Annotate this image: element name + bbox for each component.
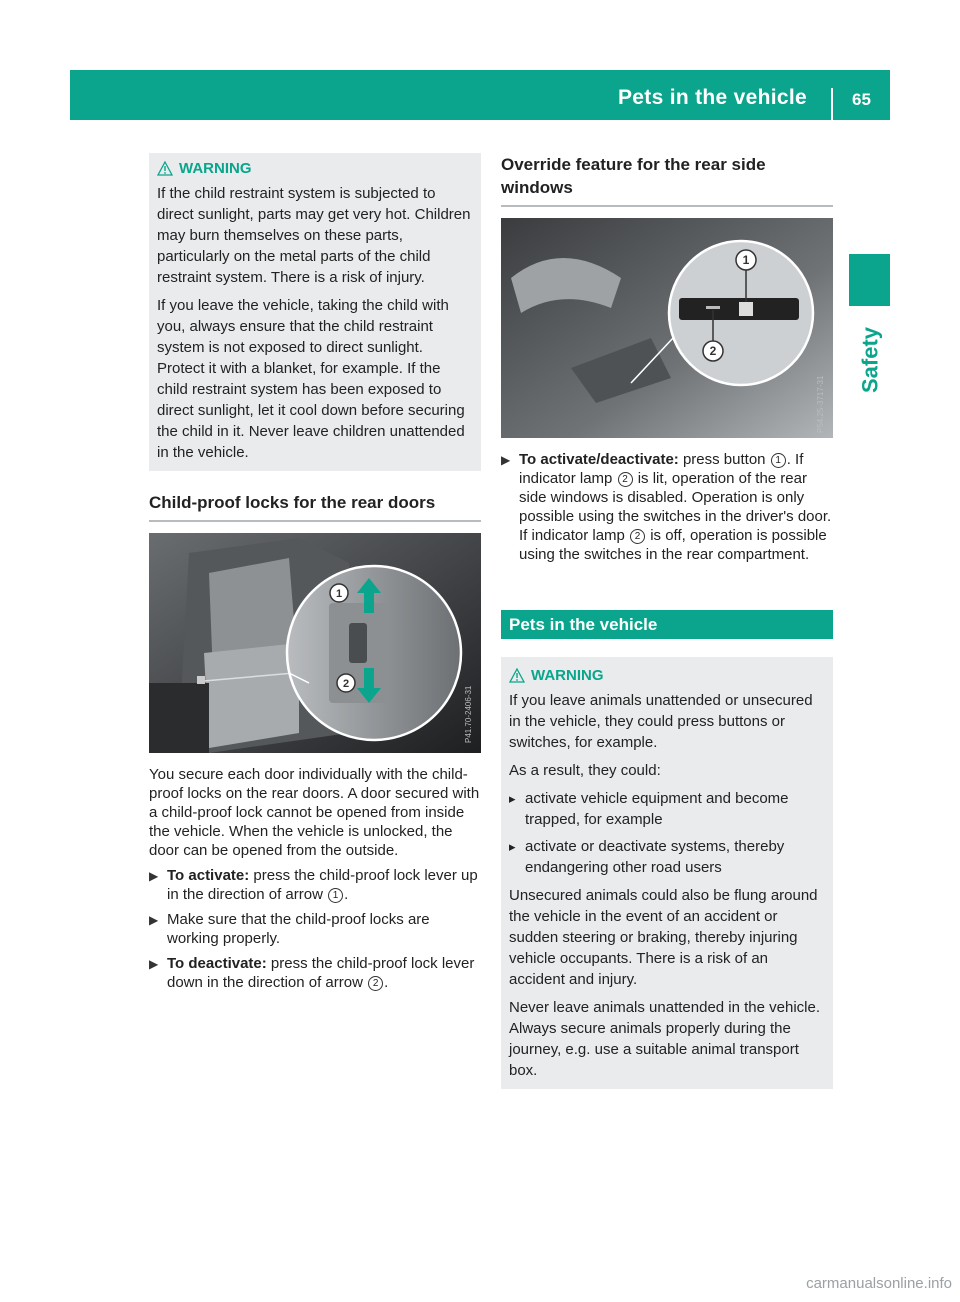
- child-lock-illustration: [149, 533, 481, 753]
- figure-callout-1: 1: [742, 253, 750, 267]
- callout-number: 1: [328, 888, 343, 903]
- list-item: ▸ activate vehicle equipment and become trapped, for example: [509, 788, 825, 830]
- step-text: .: [384, 974, 389, 991]
- step-text: .: [344, 886, 349, 903]
- warning-paragraph: If you leave the vehicle, taking the child with you, always ensure that the child restraint system is not exposed to direct sunlight. Protect it with a blanket, for example. If the child restraint system has been exposed to direct sunlight, let it cool down before securing the child in it. Never leave children unattended in the vehicle.: [157, 297, 465, 461]
- warning-paragraph: Never leave animals unattended in the vehicle. Always secure animals properly during the journey, e.g. use a suitable animal transport box.: [509, 999, 821, 1079]
- warning-paragraph: If you leave animals unattended or unsecured in the vehicle, they could press buttons or switches, for example.: [509, 692, 813, 751]
- figure-code: P54.25-3717-31: [816, 375, 825, 433]
- step-activate: [149, 866, 481, 904]
- footer-watermark: carmanualsonline.info: [806, 1275, 952, 1292]
- pets-warning-box: [501, 657, 833, 1089]
- step-text: Make sure that the child-proof locks are working properly.: [167, 911, 430, 947]
- child-lock-figure: [149, 533, 481, 753]
- header-divider: [831, 88, 833, 120]
- figure-callout-1: 1: [335, 588, 343, 600]
- warning-paragraph: If the child restraint system is subjected to direct sunlight, parts may get very hot. Children may burn themselves on these parts, particularly on the metal parts of the child restraint system. There is a risk of injury.: [157, 185, 471, 286]
- section-title-child-locks: Child-proof locks for the rear doors: [149, 491, 481, 522]
- warning-bullet-list: [509, 788, 825, 878]
- warning-paragraph: Unsecured animals could also be flung around the vehicle in the event of an accident or sudden steering or braking, thereby injuring vehicle occupants. There is a risk of an accident and injury.: [509, 887, 818, 988]
- list-item: ▸ activate or deactivate systems, thereby endangering other road users: [509, 836, 825, 878]
- warning-label: WARNING: [179, 160, 252, 177]
- warning-triangle-icon: [509, 668, 525, 683]
- step-arrow-icon: ▶: [149, 913, 159, 927]
- step-text: press the child-proof lock lever down in the direction of arrow: [167, 955, 475, 991]
- callout-number: 2: [618, 472, 633, 487]
- step-text: . If indicator lamp: [519, 451, 804, 487]
- side-tab-marker: [849, 254, 890, 306]
- step-label: To activate:: [167, 867, 250, 884]
- step-activate-deactivate: [501, 450, 833, 564]
- warning-label: WARNING: [531, 667, 604, 684]
- header-bar: [70, 70, 890, 120]
- callout-number: 2: [630, 529, 645, 544]
- step-arrow-icon: ▶: [149, 869, 159, 883]
- warning-heading: [509, 665, 825, 686]
- warning-heading: [157, 158, 473, 179]
- section-banner-pets: Pets in the vehicle: [501, 610, 833, 639]
- figure-callout-2: 2: [709, 344, 717, 358]
- child-lock-description: You secure each door individually with the child-proof locks on the rear doors. A door secured with a child-proof lock cannot be opened from inside the vehicle. When the vehicle is unlocked, the door can be opened from the outside.: [149, 766, 480, 859]
- side-tab-label: Safety: [857, 326, 883, 394]
- callout-number: 2: [368, 976, 383, 991]
- step-text: press the child-proof lock lever up in the direction of arrow: [167, 867, 478, 903]
- child-seat-warning-box: [149, 153, 481, 471]
- step-label: To activate/deactivate:: [519, 451, 679, 468]
- left-column: [149, 153, 481, 992]
- header-title: Pets in the vehicle: [618, 86, 807, 109]
- figure-callout-2: 2: [342, 678, 350, 690]
- figure-code: P41.70-2406-31: [464, 685, 473, 743]
- step-arrow-icon: ▶: [501, 453, 511, 467]
- step-check: [149, 910, 481, 948]
- window-override-figure: [501, 218, 833, 438]
- step-arrow-icon: ▶: [149, 957, 159, 971]
- step-text: is lit, operation of the rear side windows is disabled. Operation is only possible using the switches in the driver's door. If indicator lamp: [519, 470, 832, 544]
- step-text: press button: [678, 451, 770, 468]
- section-title-window-override: Override feature for the rear side windows: [501, 153, 833, 207]
- step-text: is off, operation is possible using the switches in the rear compartment.: [519, 527, 827, 563]
- page-number: 65: [852, 90, 871, 109]
- warning-paragraph: As a result, they could:: [509, 762, 661, 779]
- window-override-illustration: [501, 218, 833, 438]
- step-label: To deactivate:: [167, 955, 267, 972]
- step-deactivate: [149, 954, 481, 992]
- warning-triangle-icon: [157, 161, 173, 176]
- right-column: [501, 153, 833, 1089]
- callout-number: 1: [771, 453, 786, 468]
